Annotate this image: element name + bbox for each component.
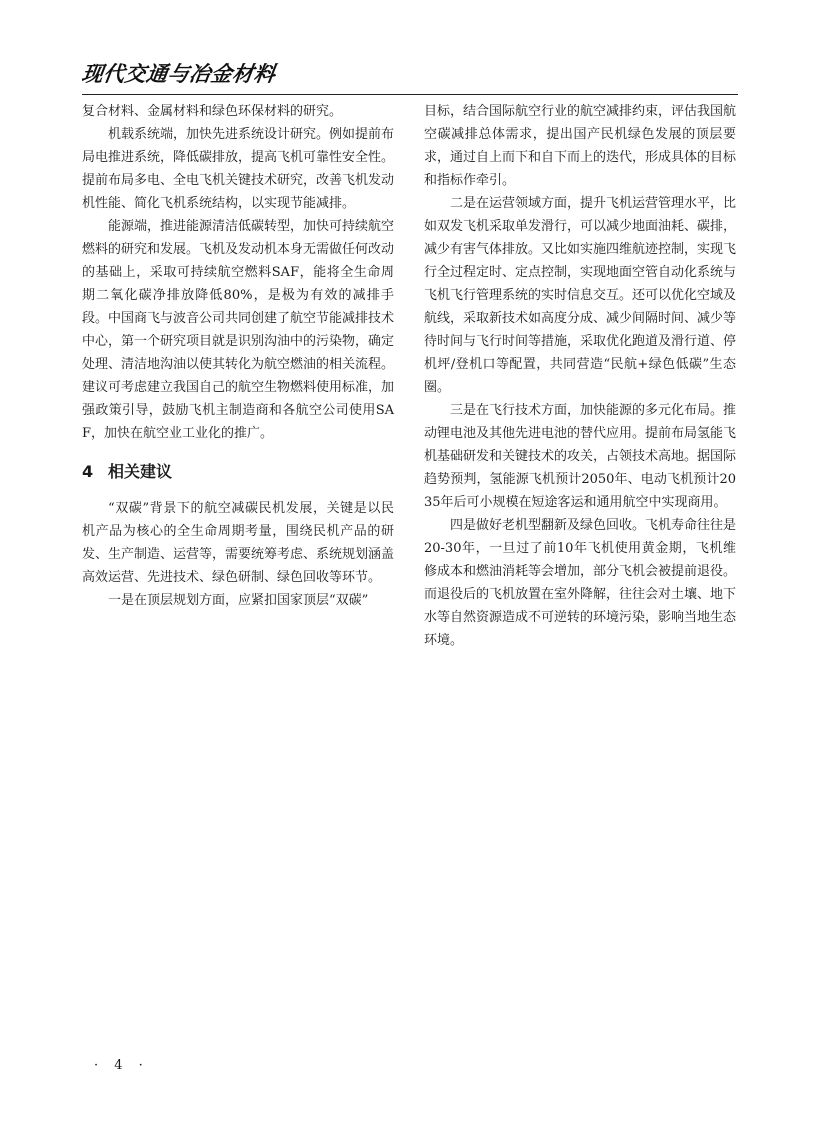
- left-column: [82, 100, 394, 612]
- section-number: 4: [82, 462, 94, 481]
- page-number: · 4 ·: [94, 1058, 149, 1073]
- paragraph: 三是在飞行技术方面，加快能源的多元化布局。推动锂电池及其他先进电池的替代应用。提前布局氢能飞机基础研发和关键技术的攻关，占领技术高地。据国际趋势预判，氢能源飞机预计2050年、电动飞机预计2035年后可小规模在短途客运和通用航空中实现商用。: [424, 403, 737, 510]
- journal-masthead: 现代交通与冶金材料: [80, 62, 278, 86]
- paragraph: 一是在顶层规划方面，应紧扣国家顶层“双碳”: [108, 593, 369, 608]
- right-column: [424, 100, 736, 652]
- paragraph: 目标，结合国际航空行业的航空减排约束，评估我国航空碳减排总体需求，提出国产民机绿色发展的顶层要求，通过自上而下和自下而上的迭代，形成具体的目标和指标作牵引。: [424, 104, 737, 188]
- paragraph: 复合材料、金属材料和绿色环保材料的研究。: [82, 104, 343, 119]
- section-heading: [82, 459, 394, 485]
- paragraph: 机载系统端，加快先进系统设计研究。例如提前布局电推进系统，降低碳排放，提高飞机可靠性安全性。提前布局多电、全电飞机关键技术研究，改善飞机发动机性能、简化飞机系统结构，以实现节能减排。: [82, 127, 395, 211]
- paragraph: 四是做好老机型翻新及绿色回收。飞机寿命往往是20-30年，一旦过了前10年飞机使用黄金期，飞机维修成本和燃油消耗等会增加，部分飞机会被提前退役。而退役后的飞机放置在室外降解，往往会对土壤、地下水等自然资源造成不可逆转的环境污染，影响当地生态环境。: [424, 518, 737, 648]
- section-title: 相关建议: [108, 462, 173, 481]
- paragraph: 能源端，推进能源清洁低碳转型，加快可持续航空燃料的研究和发展。飞机及发动机本身无需做任何改动的基础上，采取可持续航空燃料SAF，能将全生命周期二氧化碳净排放降低80%，是极为有效的减排手段。中国商飞与波音公司共同创建了航空节能减排技术中心，第一个研究项目就是识别沟油中的污染物，确定处理、清洁地沟油以使其转化为航空燃油的相关流程。建议可考虑建立我国自己的航空生物燃料使用标准，加强政策引导，鼓励飞机主制造商和各航空公司使用SAF，加快在航空业工业化的推广。: [82, 219, 395, 441]
- paragraph: “双碳”背景下的航空减碳民机发展，关键是以民机产品为核心的全生命周期考量，围绕民机产品的研发、生产制造、运营等，需要统筹考虑、系统规划涵盖高效运营、先进技术、绿色研制、绿色回收等环节。: [82, 501, 395, 585]
- paragraph: 二是在运营领域方面，提升飞机运营管理水平，比如双发飞机采取单发滑行，可以减少地面油耗、碳排，减少有害气体排放。又比如实施四维航迹控制，实现飞行全过程定时、定点控制，实现地面空管自动化系统与飞机飞行管理系统的实时信息交互。还可以优化空域及航线，采取新技术如高度分成、减少间隔时间、减少等待时间与飞行时间等措施，采取优化跑道及滑行道、停机坪/登机口等配置，共同营造“民航+绿色低碳”生态圈。: [424, 196, 737, 395]
- header-rule: [82, 94, 738, 95]
